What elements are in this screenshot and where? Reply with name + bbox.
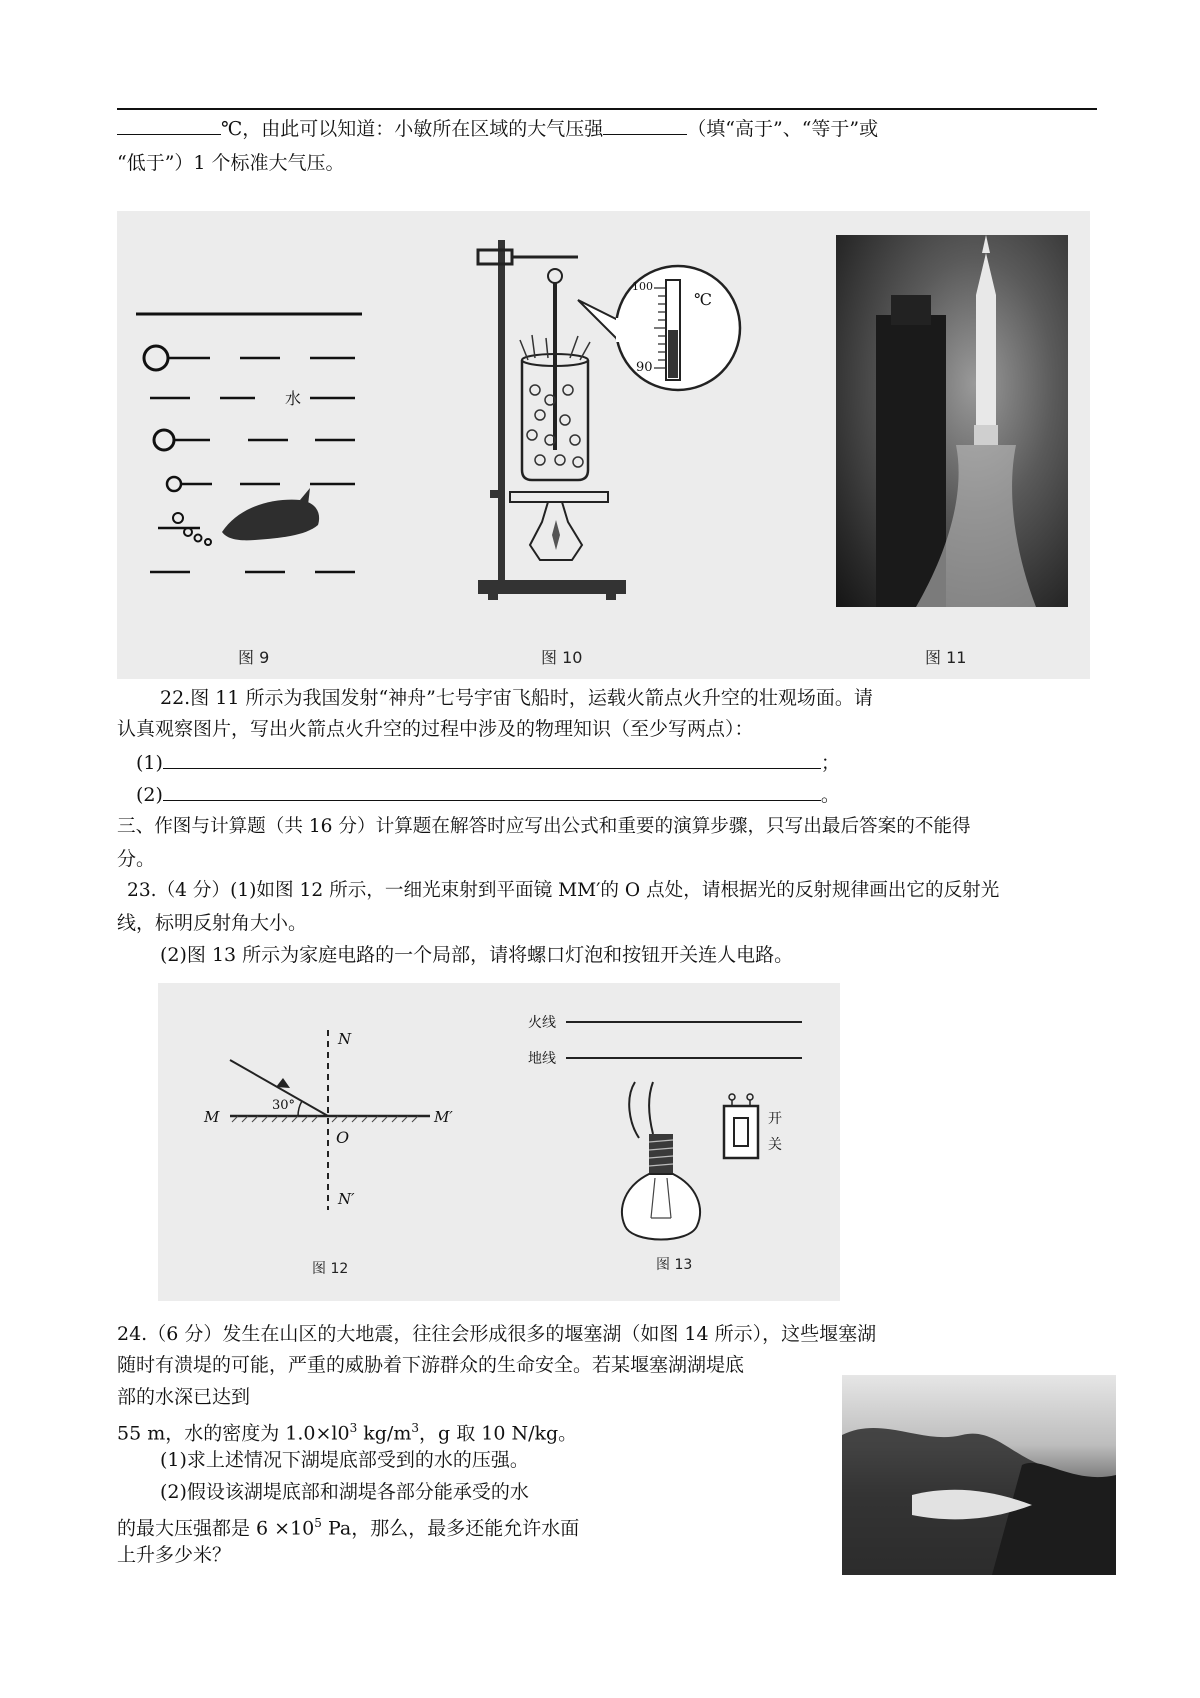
switch-label-2: 关: [768, 1137, 782, 1153]
answer-blank[interactable]: [603, 116, 687, 135]
switch-label-1: 开: [768, 1111, 782, 1127]
live-wire-label: 火线: [528, 1015, 556, 1031]
figure-13-caption: 图 13: [656, 1257, 693, 1273]
text: Pa，那么，最多还能允许水面: [321, 1517, 580, 1540]
answer-blank[interactable]: [117, 116, 221, 135]
q24-line6: (2)假设该湖堤底部和湖堤各部分能承受的水: [160, 1481, 529, 1503]
ground-wire[interactable]: [566, 1057, 802, 1059]
superscript: 3: [349, 1421, 358, 1435]
item-label: (2): [136, 784, 163, 806]
label-M: M: [204, 1108, 220, 1126]
thermometer-tick-top: 100: [632, 280, 653, 293]
q23-line3: (2)图 13 所示为家庭电路的一个局部，请将螺口灯泡和按钮开关连人电路。: [160, 944, 794, 966]
text: 55 m，水的密度为 1.0×l0: [117, 1422, 350, 1445]
q22-item1: [136, 750, 840, 776]
figure-10: [460, 230, 750, 620]
answer-blank[interactable]: [163, 750, 821, 769]
figure-12-caption: 图 12: [312, 1261, 349, 1277]
figure-9: [130, 300, 370, 590]
live-wire[interactable]: [566, 1021, 802, 1023]
q24-line2: 随时有溃堤的可能，严重的威胁着下游群众的生命安全。若某堰塞湖湖堤底: [117, 1354, 745, 1376]
label-N-prime: N′: [338, 1190, 355, 1208]
q23-line2: 线，标明反射角大小。: [117, 912, 308, 934]
q22-line1: 22.图 11 所示为我国发射“神舟”七号宇宙飞船时，运载火箭点火升空的壮观场面。请: [160, 687, 873, 709]
water-label: 水: [285, 389, 302, 408]
q24-line4: [117, 1415, 577, 1446]
q24-line1: 24.（6 分）发生在山区的大地震，往往会形成很多的堰塞湖（如图 14 所示），这些堰塞湖: [117, 1323, 877, 1345]
thermometer-unit: ℃: [694, 290, 712, 309]
q24-line5: (1)求上述情况下湖堤底部受到的水的压强。: [160, 1449, 529, 1471]
figure-9-caption: 图 9: [238, 648, 270, 667]
angle-label: 30°: [272, 1098, 296, 1113]
answer-blank[interactable]: [163, 782, 821, 801]
superscript: 3: [411, 1421, 419, 1435]
item-label: (1): [136, 752, 163, 774]
text: 。: [820, 784, 840, 806]
text: kg/m: [357, 1422, 412, 1445]
text: ℃，由此可以知道：小敏所在区域的大气压强: [221, 118, 604, 140]
q24-line3: 部的水深已达到: [117, 1386, 251, 1408]
push-button-switch[interactable]: [722, 1092, 762, 1162]
text: （填“高于”、“等于”或: [687, 118, 879, 140]
superscript: 5: [314, 1516, 322, 1530]
ground-wire-label: 地线: [528, 1051, 556, 1067]
light-bulb[interactable]: [615, 1078, 725, 1253]
figure-12: [190, 1010, 460, 1240]
label-N: N: [338, 1030, 352, 1048]
top-question-line2: “低于”）1 个标准大气压。: [117, 152, 345, 174]
section3-line2: 分。: [117, 848, 156, 870]
q22-line2: 认真观察图片，写出火箭点火升空的过程中涉及的物理知识（至少写两点）：: [117, 718, 754, 740]
text: 的最大压强都是 6 ×10: [117, 1517, 315, 1540]
q24-line7: [117, 1510, 579, 1541]
text: ，g 取 10 N/kg。: [419, 1422, 578, 1445]
top-question-line1: [117, 116, 878, 142]
text: ；: [820, 752, 840, 774]
barrier-lake-scene: [842, 1375, 1116, 1575]
q23-line1: 23.（4 分）(1)如图 12 所示，一细光束射到平面镜 MM′的 O 点处，请根据光的反射规律画出它的反射光: [127, 880, 1000, 901]
section3-line1: 三、作图与计算题（共 16 分）计算题在解答时应写出公式和重要的演算步骤，只写出最后答案的不能得: [117, 816, 971, 837]
q22-item2: [136, 782, 840, 808]
label-O: O: [336, 1128, 350, 1147]
figure-11-caption: 图 11: [925, 648, 967, 667]
header-rule: [117, 108, 1097, 110]
figure-10-caption: 图 10: [541, 648, 583, 667]
thermometer-tick-bottom: 90: [636, 360, 653, 375]
rocket-silhouette: [836, 235, 1068, 607]
label-M-prime: M′: [434, 1108, 453, 1126]
q24-line8: 上升多少米？: [117, 1544, 232, 1566]
